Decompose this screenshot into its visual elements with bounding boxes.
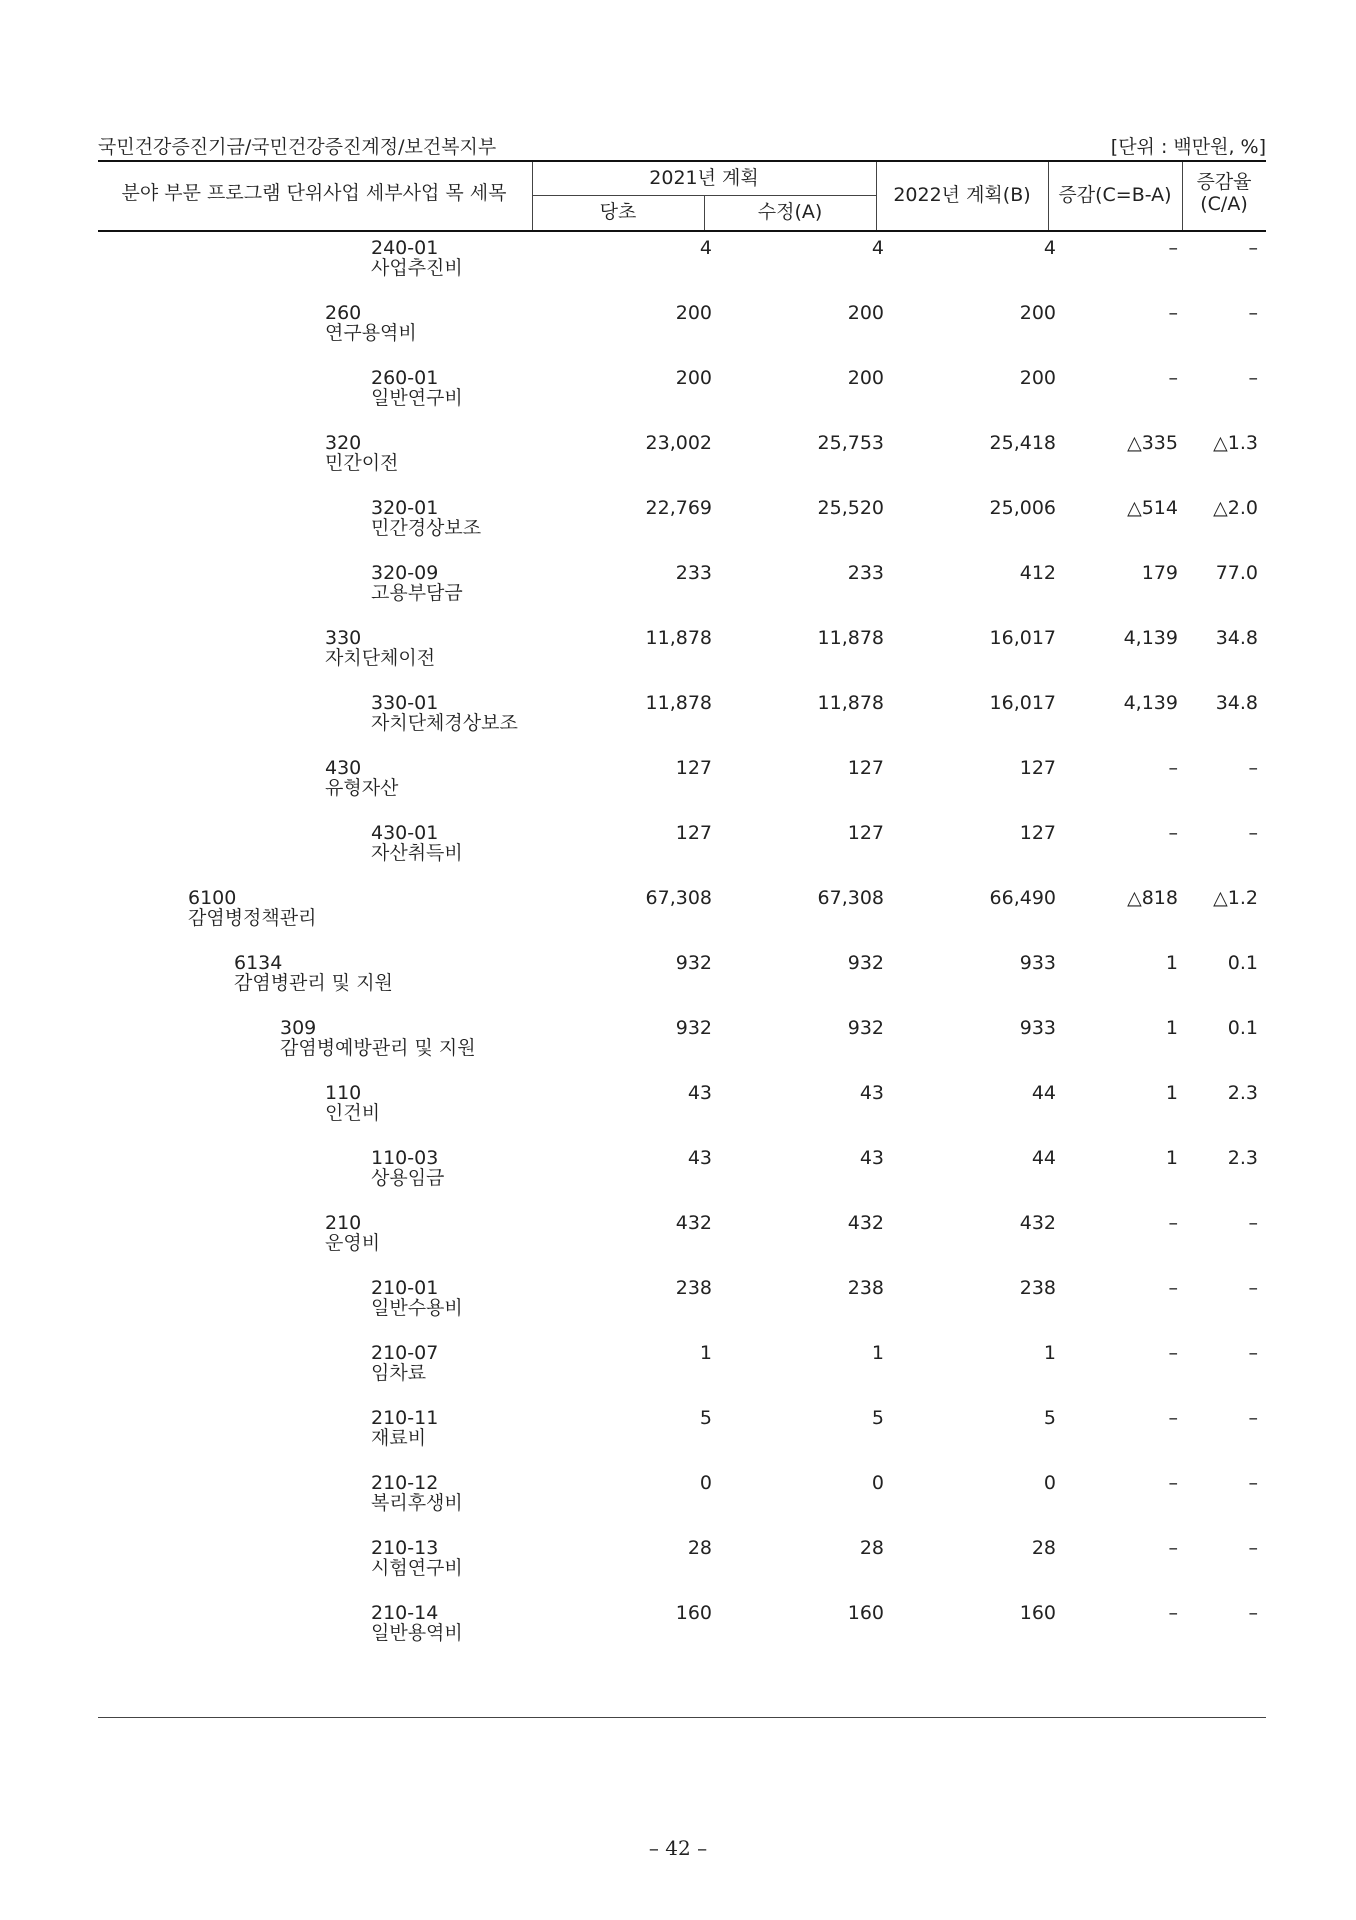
original-value: 4: [699, 237, 712, 259]
original-value: 127: [675, 822, 712, 844]
revised-header: 수정(A): [757, 201, 823, 223]
row-name: 일반수용비: [371, 1297, 463, 1319]
table-row: [98, 1538, 1266, 1603]
change-value: –: [1168, 237, 1178, 259]
row-name: 일반용역비: [371, 1622, 463, 1644]
row-name: 민간이전: [325, 452, 399, 474]
table-row: [98, 888, 1266, 953]
revised-value: 11,878: [817, 692, 884, 714]
plan-2022-value: 127: [1019, 822, 1056, 844]
revised-value: 932: [847, 1017, 884, 1039]
footer-divider: [98, 1717, 1266, 1718]
plan-2022-value: 25,418: [989, 432, 1056, 454]
row-name: 시험연구비: [371, 1557, 463, 1579]
plan-2022-value: 44: [1031, 1147, 1056, 1169]
table-row: [98, 1083, 1266, 1148]
change-value: 179: [1141, 562, 1178, 584]
plan-2022-value: 933: [1019, 952, 1056, 974]
change-value: –: [1168, 822, 1178, 844]
rate-value: 34.8: [1215, 627, 1258, 649]
table-row: [98, 1603, 1266, 1668]
original-value: 1: [699, 1342, 712, 1364]
rate-value: –: [1248, 237, 1258, 259]
plan-2022-value: 200: [1019, 302, 1056, 324]
original-value: 233: [675, 562, 712, 584]
rate-value: △1.3: [1213, 432, 1258, 454]
plan-2022-value: 16,017: [989, 627, 1056, 649]
row-code: 210-07: [371, 1342, 439, 1364]
original-value: 28: [687, 1537, 712, 1559]
table-row: [98, 1018, 1266, 1083]
rate-value: –: [1248, 1537, 1258, 1559]
revised-value: 5: [871, 1407, 884, 1429]
plan-2022-value: 66,490: [989, 887, 1056, 909]
row-code: 430-01: [371, 822, 439, 844]
row-name: 자산취득비: [371, 842, 463, 864]
original-value: 22,769: [645, 497, 712, 519]
row-code: 320-01: [371, 497, 439, 519]
rate-value: –: [1248, 757, 1258, 779]
change-value: 4,139: [1123, 627, 1178, 649]
revised-value: 43: [859, 1147, 884, 1169]
table-row: [98, 1343, 1266, 1408]
table-row: [98, 1473, 1266, 1538]
row-code: 210-11: [371, 1407, 439, 1429]
row-name: 감염병정책관리: [188, 907, 317, 929]
row-name: 사업추진비: [371, 257, 463, 279]
plan-2022-value: 0: [1043, 1472, 1056, 1494]
row-name: 고용부담금: [371, 582, 463, 604]
table-caption: [98, 132, 1266, 160]
row-name: 연구용역비: [325, 322, 417, 344]
table-row: [98, 498, 1266, 563]
table-row: [98, 953, 1266, 1018]
row-name: 자치단체이전: [325, 647, 436, 669]
rate-value: –: [1248, 367, 1258, 389]
table-row: [98, 303, 1266, 368]
row-code: 240-01: [371, 237, 439, 259]
change-value: –: [1168, 1212, 1178, 1234]
original-value: 0: [699, 1472, 712, 1494]
plan-2022-value: 44: [1031, 1082, 1056, 1104]
plan-2022-header: 2022년 계획(B): [893, 184, 1031, 206]
unit-label: [단위 : 백만원, %]: [1110, 136, 1266, 158]
original-value: 238: [675, 1277, 712, 1299]
plan-2021-header: 2021년 계획: [649, 167, 759, 189]
revised-value: 233: [847, 562, 884, 584]
table-row: [98, 368, 1266, 433]
change-value: △514: [1127, 497, 1178, 519]
row-code: 210-01: [371, 1277, 439, 1299]
plan-2022-value: 1: [1043, 1342, 1056, 1364]
original-value: 11,878: [645, 692, 712, 714]
original-value: 432: [675, 1212, 712, 1234]
rate-value: 77.0: [1215, 562, 1258, 584]
row-code: 430: [325, 757, 362, 779]
plan-2022-value: 160: [1019, 1602, 1056, 1624]
rate-value: –: [1248, 822, 1258, 844]
budget-table-body: [98, 238, 1266, 1668]
table-row: [98, 758, 1266, 823]
rate-value: –: [1248, 1342, 1258, 1364]
row-name: 감염병예방관리 및 지원: [280, 1037, 476, 1059]
change-value: –: [1168, 302, 1178, 324]
plan-2022-value: 933: [1019, 1017, 1056, 1039]
revised-value: 127: [847, 757, 884, 779]
row-code: 6100: [188, 887, 237, 909]
change-value: –: [1168, 367, 1178, 389]
row-code: 210: [325, 1212, 362, 1234]
rate-value: –: [1248, 1277, 1258, 1299]
row-code: 260: [325, 302, 362, 324]
table-row: [98, 433, 1266, 498]
rate-value: △2.0: [1213, 497, 1258, 519]
row-name: 자치단체경상보조: [371, 712, 518, 734]
table-row: [98, 1278, 1266, 1343]
plan-2022-value: 238: [1019, 1277, 1056, 1299]
rate-value: –: [1248, 1407, 1258, 1429]
original-value: 932: [675, 952, 712, 974]
rate-value: △1.2: [1213, 887, 1258, 909]
change-value: –: [1168, 1407, 1178, 1429]
change-value: 1: [1165, 1082, 1178, 1104]
row-code: 6134: [234, 952, 283, 974]
change-value: –: [1168, 1472, 1178, 1494]
row-name: 민간경상보조: [371, 517, 482, 539]
revised-value: 25,520: [817, 497, 884, 519]
row-code: 309: [280, 1017, 317, 1039]
original-value: 5: [699, 1407, 712, 1429]
table-row: [98, 1408, 1266, 1473]
plan-2022-value: 4: [1043, 237, 1056, 259]
plan-2022-value: 5: [1043, 1407, 1056, 1429]
revised-value: 4: [871, 237, 884, 259]
table-row: [98, 1213, 1266, 1278]
change-value: △818: [1127, 887, 1178, 909]
plan-2022-value: 432: [1019, 1212, 1056, 1234]
row-code: 320-09: [371, 562, 439, 584]
row-code: 210-12: [371, 1472, 439, 1494]
original-value: 160: [675, 1602, 712, 1624]
revised-value: 67,308: [817, 887, 884, 909]
rate-value: –: [1248, 1212, 1258, 1234]
change-value: –: [1168, 1537, 1178, 1559]
original-value: 43: [687, 1082, 712, 1104]
change-value: 1: [1165, 1147, 1178, 1169]
row-name: 임차료: [371, 1362, 427, 1384]
change-value: –: [1168, 757, 1178, 779]
original-value: 67,308: [645, 887, 712, 909]
revised-value: 25,753: [817, 432, 884, 454]
revised-value: 28: [859, 1537, 884, 1559]
plan-2022-value: 25,006: [989, 497, 1056, 519]
rate-value: 34.8: [1215, 692, 1258, 714]
revised-value: 127: [847, 822, 884, 844]
row-code: 330-01: [371, 692, 439, 714]
row-code: 260-01: [371, 367, 439, 389]
revised-value: 238: [847, 1277, 884, 1299]
table-row: [98, 1148, 1266, 1213]
original-value: 200: [675, 302, 712, 324]
revised-value: 160: [847, 1602, 884, 1624]
revised-value: 1: [871, 1342, 884, 1364]
row-code: 210-13: [371, 1537, 439, 1559]
rate-value: 0.1: [1227, 1017, 1258, 1039]
row-code: 110-03: [371, 1147, 439, 1169]
rate-value: 2.3: [1227, 1082, 1258, 1104]
plan-2022-value: 412: [1019, 562, 1056, 584]
table-row: [98, 693, 1266, 758]
table-row: [98, 238, 1266, 303]
row-name: 인건비: [325, 1102, 381, 1124]
revised-value: 200: [847, 302, 884, 324]
rate-value: 2.3: [1227, 1147, 1258, 1169]
original-value: 23,002: [645, 432, 712, 454]
change-value: 1: [1165, 1017, 1178, 1039]
revised-value: 432: [847, 1212, 884, 1234]
change-value: △335: [1127, 432, 1178, 454]
page-number: – 42 –: [648, 1836, 708, 1860]
rate-value: –: [1248, 302, 1258, 324]
revised-value: 0: [871, 1472, 884, 1494]
change-value: 4,139: [1123, 692, 1178, 714]
plan-2022-value: 200: [1019, 367, 1056, 389]
plan-2022-value: 28: [1031, 1537, 1056, 1559]
row-code: 210-14: [371, 1602, 439, 1624]
change-value: –: [1168, 1602, 1178, 1624]
original-value: 932: [675, 1017, 712, 1039]
table-row: [98, 628, 1266, 693]
revised-value: 43: [859, 1082, 884, 1104]
row-name: 복리후생비: [371, 1492, 463, 1514]
change-value: –: [1168, 1277, 1178, 1299]
original-value: 43: [687, 1147, 712, 1169]
row-code: 320: [325, 432, 362, 454]
change-value: –: [1168, 1342, 1178, 1364]
rate-value: –: [1248, 1602, 1258, 1624]
row-name: 유형자산: [325, 777, 399, 799]
rate-value: 0.1: [1227, 952, 1258, 974]
row-code: 330: [325, 627, 362, 649]
rate-header: 증감율 (C/A): [1196, 171, 1252, 215]
row-name: 상용임금: [371, 1167, 445, 1189]
revised-value: 200: [847, 367, 884, 389]
original-value: 11,878: [645, 627, 712, 649]
change-value: 1: [1165, 952, 1178, 974]
budget-title: 국민건강증진기금/국민건강증진계정/보건복지부: [98, 136, 497, 158]
original-value: 200: [675, 367, 712, 389]
row-name: 재료비: [371, 1427, 427, 1449]
table-row: [98, 823, 1266, 888]
change-header: 증감(C=B-A): [1058, 184, 1172, 206]
row-code: 110: [325, 1082, 362, 1104]
revised-value: 11,878: [817, 627, 884, 649]
category-header: 분야 부문 프로그램 단위사업 세부사업 목 세목: [121, 182, 507, 204]
row-name: 일반연구비: [371, 387, 463, 409]
row-name: 운영비: [325, 1232, 381, 1254]
original-value: 127: [675, 757, 712, 779]
plan-2022-value: 127: [1019, 757, 1056, 779]
original-header: 당초: [599, 201, 637, 223]
plan-2022-value: 16,017: [989, 692, 1056, 714]
table-header: [98, 160, 1266, 232]
table-row: [98, 563, 1266, 628]
revised-value: 932: [847, 952, 884, 974]
row-name: 감염병관리 및 지원: [234, 972, 393, 994]
rate-value: –: [1248, 1472, 1258, 1494]
